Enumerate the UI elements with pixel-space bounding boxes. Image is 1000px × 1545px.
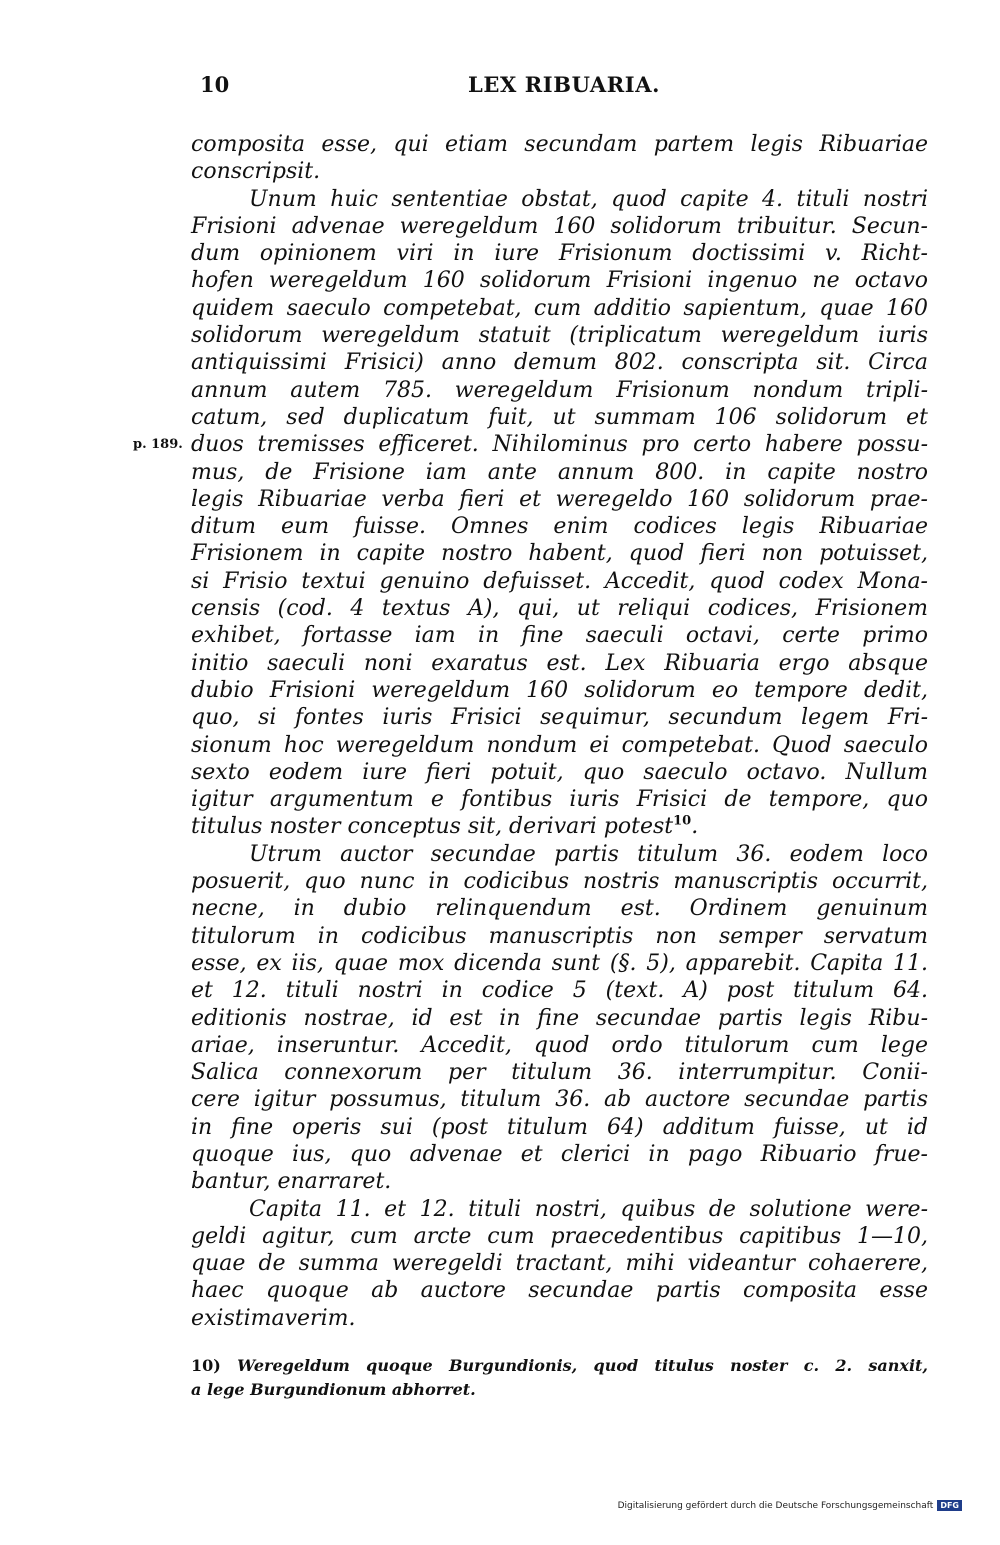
text-line: [191, 1005, 928, 1032]
digitization-credit: [618, 1500, 962, 1511]
text-line: [191, 895, 928, 922]
line-text: legis Ribuariae verba fieri et weregeldo 160 solidorum prae-: [191, 486, 928, 512]
footnote: [191, 1354, 928, 1402]
body-text: [133, 131, 928, 1332]
text-line: [191, 622, 928, 649]
running-title: LEX RIBUARIA.: [467, 72, 661, 97]
line-text: Utrum auctor secundae partis titulum 36. eodem loco: [249, 841, 928, 867]
text-line: [191, 240, 928, 267]
line-text: si Frisio textui genuino defuisset. Accedit, quod codex Mona-: [191, 568, 928, 594]
line-text: et 12. tituli nostri in codice 5 (text. A) post titulum 64.: [191, 978, 928, 1004]
line-text: titulorum in codicibus manuscriptis non semper servatum: [191, 923, 928, 949]
text-line: [191, 1059, 928, 1086]
line-text: conscripsit.: [191, 159, 321, 185]
line-text: posuerit, quo nunc in codicibus nostris manuscriptis occurrit,: [191, 869, 928, 895]
footnote-line: [191, 1354, 928, 1378]
page-header: [200, 72, 928, 106]
line-text: hofen weregeldum 160 solidorum Frisioni ingenuo ne octavo: [191, 268, 928, 294]
line-text: censis (cod. 4 textus A), qui, ut reliqui codices, Frisionem: [191, 596, 928, 622]
text-line: [191, 459, 928, 486]
dfg-logo-icon: DFG: [937, 1500, 962, 1511]
text-line: [191, 1223, 928, 1250]
line-text: esse, ex iis, quae mox dicenda sunt (§. 5), apparebit. Capita 11.: [191, 950, 928, 976]
text-line: [191, 1250, 928, 1277]
footnote-text: Weregeldum quoque Burgundionis, quod titulus noster c. 2. sanxit,: [237, 1356, 928, 1375]
line-text: existimaverim.: [191, 1305, 356, 1331]
line-text: dum opinionem viri in iure Frisionum doctissimi v. Richt-: [191, 241, 928, 267]
text-line: [133, 431, 928, 458]
text-line: [191, 1086, 928, 1113]
line-text: in fine operis sui (post titulum 64) additum fuisse, ut id: [191, 1114, 928, 1140]
line-text: geldi agitur, cum arcte cum praecedentibus capitibus 1—10,: [191, 1223, 928, 1249]
footnote-reference: 10: [673, 814, 692, 830]
line-text: Capita 11. et 12. tituli nostri, quibus de solutione were-: [249, 1196, 928, 1222]
line-text: annum autem 785. weregeldum Frisionum nondum tripli-: [191, 377, 928, 403]
footnote-number: 10): [191, 1356, 221, 1375]
line-text: Frisioni advenae weregeldum 160 solidorum tribuitur. Secun-: [191, 213, 928, 239]
line-text: igitur argumentum e fontibus iuris Frisici de tempore, quo: [191, 787, 928, 813]
line-text: mus, de Frisione iam ante annum 800. in capite nostro: [191, 459, 928, 485]
line-text: solidorum weregeldum statuit (triplicatum weregeldum iuris: [191, 323, 928, 349]
text-line: [191, 650, 928, 677]
text-line: [191, 1196, 928, 1223]
line-text: duos tremisses efficeret. Nihilominus pro certo habere possu-: [191, 432, 928, 458]
line-text: sionum hoc weregeldum nondum ei competebat. Quod saeculo: [191, 732, 928, 758]
line-text: antiquissimi Frisici) anno demum 802. conscripta sit. Circa: [191, 350, 928, 376]
text-line: [191, 513, 928, 540]
text-line: [191, 404, 928, 431]
text-line: [191, 786, 928, 813]
text-line: [191, 131, 928, 158]
text-line: [191, 349, 928, 376]
line-text: quidem saeculo competebat, cum additio sapientum, quae 160: [191, 295, 928, 321]
text-line: [191, 568, 928, 595]
line-text: composita esse, qui etiam secundam partem legis Ribuariae: [191, 132, 928, 157]
line-text: Unum huic sententiae obstat, quod capite 4. tituli nostri: [249, 186, 928, 212]
margin-page-reference: p. 189.: [133, 437, 183, 453]
text-line: [191, 267, 928, 294]
line-text: quo, si fontes iuris Frisici sequimur, secundum legem Fri-: [191, 705, 928, 731]
text-line: [191, 322, 928, 349]
line-text: sexto eodem iure fieri potuit, quo saeculo octavo. Nullum: [191, 759, 928, 785]
text-line: [191, 540, 928, 567]
line-text: ditum eum fuisse. Omnes enim codices legis Ribuariae: [191, 514, 928, 540]
text-line: [191, 977, 928, 1004]
text-line: [191, 1141, 928, 1168]
text-line: [191, 295, 928, 322]
text-line: [191, 1277, 928, 1304]
text-line: [191, 1168, 928, 1195]
text-line: [191, 486, 928, 513]
footnote-line: a lege Burgundionum abhorret.: [191, 1380, 476, 1399]
line-text: catum, sed duplicatum fuit, ut summam 106 solidorum et: [191, 404, 928, 430]
text-line: [191, 186, 928, 213]
line-text: haec quoque ab auctore secundae partis composita esse: [191, 1278, 928, 1304]
page-number: 10: [200, 72, 230, 97]
line-text: Salica connexorum per titulum 36. interrumpitur. Conii-: [191, 1060, 928, 1086]
text-line: [191, 1114, 928, 1141]
line-text: bantur, enarraret.: [191, 1169, 392, 1195]
credit-text: Digitalisierung gefördert durch die Deutsche Forschungsgemeinschaft: [617, 1500, 934, 1511]
text-line: [191, 595, 928, 622]
text-line: [191, 923, 928, 950]
line-text: initio saeculi noni exaratus est. Lex Ribuaria ergo absque: [191, 650, 928, 676]
line-text: Frisionem in capite nostro habent, quod fieri non potuisset,: [191, 541, 928, 567]
line-text: dubio Frisioni weregeldum 160 solidorum eo tempore dedit,: [191, 677, 928, 703]
text-line: [191, 868, 928, 895]
text-line: [191, 213, 928, 240]
text-line: [191, 158, 928, 185]
text-line: [191, 759, 928, 786]
text-line: [191, 704, 928, 731]
text-line: titulus noster conceptus sit, derivari potest$^{10}$.: [191, 814, 699, 840]
text-line: [191, 732, 928, 759]
line-text: editionis nostrae, id est in fine secundae partis legis Ribu-: [191, 1005, 928, 1031]
line-text: necne, in dubio relinquendum est. Ordinem genuinum: [191, 896, 928, 922]
text-line: [191, 1032, 928, 1059]
line-text: quae de summa weregeldi tractant, mihi videantur cohaerere,: [191, 1251, 928, 1277]
line-text: titulus noster conceptus sit, derivari potest: [191, 814, 674, 840]
line-text: ariae, inseruntur. Accedit, quod ordo titulorum cum lege: [191, 1032, 928, 1058]
text-line: [191, 841, 928, 868]
text-line: [191, 1305, 928, 1332]
line-text: quoque ius, quo advenae et clerici in pago Ribuario frue-: [191, 1141, 928, 1167]
text-line: [191, 950, 928, 977]
text-line: [191, 677, 928, 704]
text-line: [191, 377, 928, 404]
line-text: exhibet, fortasse iam in fine saeculi octavi, certe primo: [191, 623, 928, 649]
line-text: cere igitur possumus, titulum 36. ab auctore secundae partis: [191, 1087, 928, 1113]
